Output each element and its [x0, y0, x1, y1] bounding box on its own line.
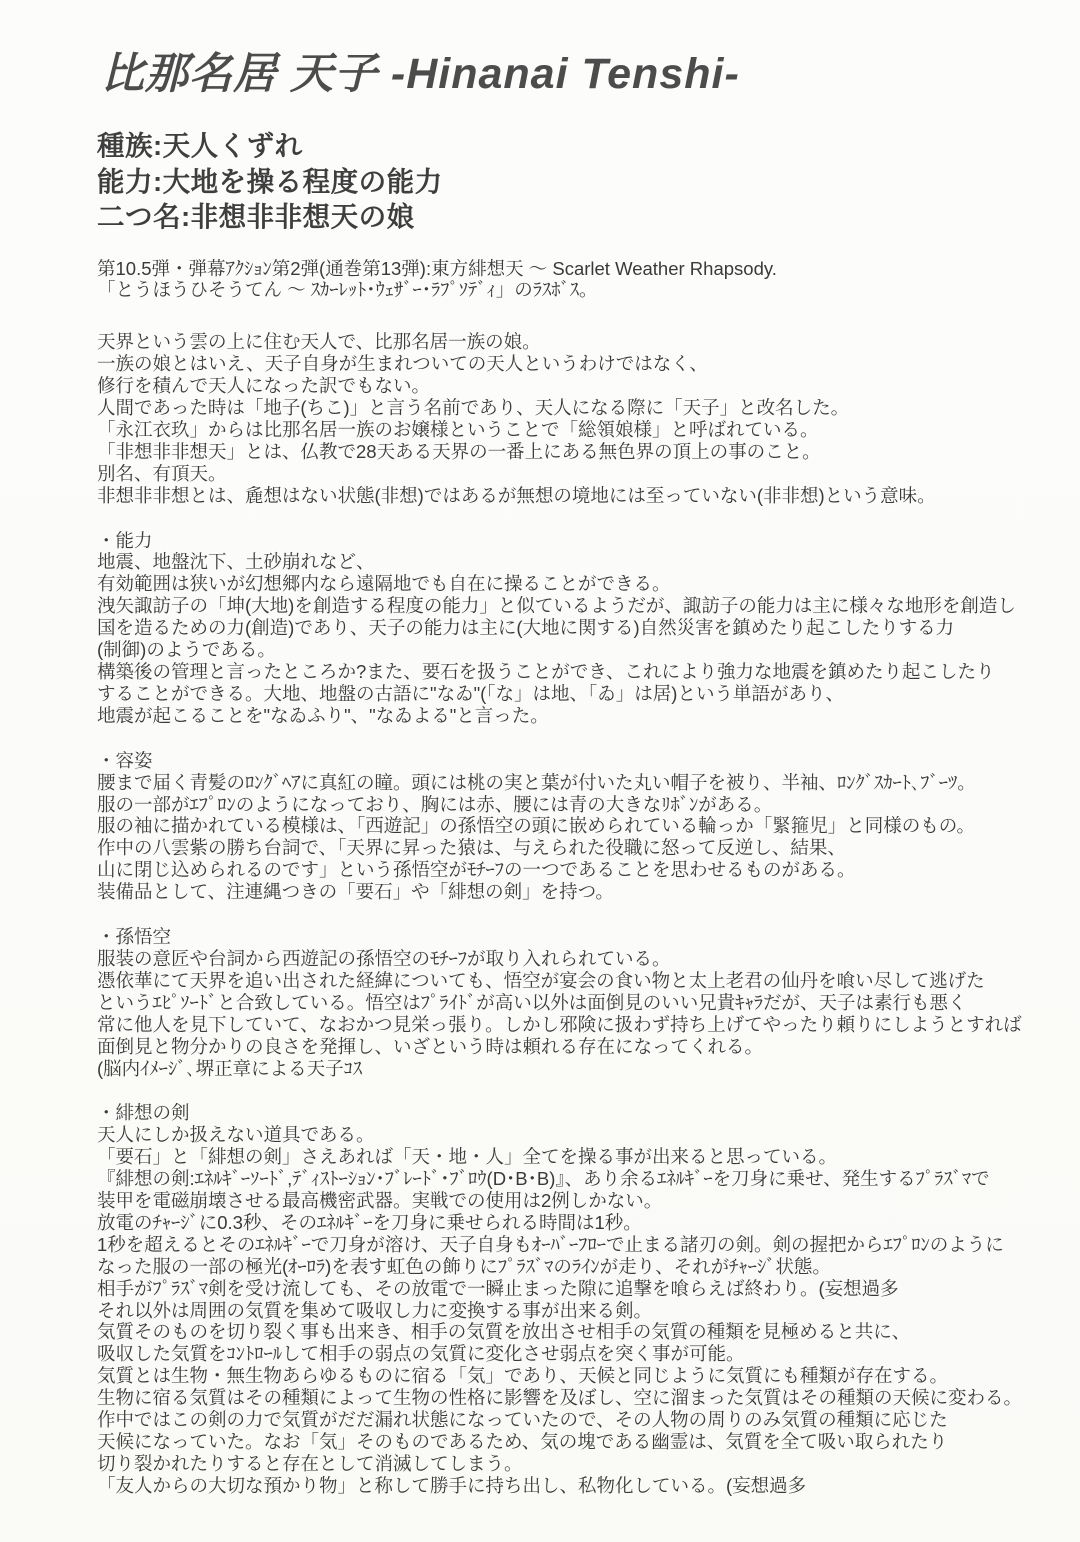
- release-info: [97, 258, 1040, 302]
- text-line: 吸収した気質をｺﾝﾄﾛｰﾙして相手の弱点の気質に変化させ弱点を突く事が可能。: [97, 1343, 745, 1365]
- text-line: 憑依華にて天界を追い出された経緯についても、悟空が宴会の食い物と太上老君の仙丹を喰い尽して逃げた: [97, 969, 985, 991]
- text-line: 人間であった時は「地子(ちこ)」と言う名前であり、天人になる際に「天子」と改名した。: [97, 397, 850, 419]
- text-line: 常に他人を見下していて、なおかつ見栄っ張り。しかし邪険に扱わず持ち上げてやったり頼りにしようとすれば: [97, 1013, 1022, 1035]
- text-line: 別名、有頂天。: [97, 462, 227, 484]
- text-line: 装甲を電磁崩壊させる最高機密武器。実戦での使用は2例しかない。: [97, 1190, 663, 1212]
- text-line: 天界という雲の上に住む天人で、比那名居一族の娘。: [97, 331, 541, 353]
- text-line: 国を造るための力(創造)であり、天子の能力は主に(大地に関する)自然災害を鎮めたり起こしたりする力: [97, 617, 955, 639]
- text-line: 気質そのものを切り裂く事も出来き、相手の気質を放出させ相手の気質の種類を見極めると共に、: [97, 1321, 911, 1343]
- text-line: というｴﾋﾟｿｰﾄﾞと合致している。悟空はﾌﾟﾗｲﾄﾞが高い以外は面倒見のいい兄貴ｷｬﾗだが、天子は素行も悪く: [97, 991, 967, 1013]
- text-line: 山に閉じ込められるのです」という孫悟空がﾓﾁｰﾌの一つであることを思わせるものがある。: [97, 859, 856, 881]
- section-sword-of-hisou: [97, 1102, 1040, 1496]
- text-line: 地震、地盤沈下、土砂崩れなど、: [97, 551, 375, 573]
- section-sun-wukong: [97, 926, 1040, 1079]
- text-line: 有効範囲は狭いが幻想郷内なら遠隔地でも自在に操ることができる。: [97, 573, 671, 595]
- text-line: 服の袖に描かれている模様は、「西遊記」の孫悟空の頭に嵌められている輪っか「緊箍児」と同様のもの。: [97, 815, 976, 837]
- page-title: 比那名居 天子 -Hinanai Tenshi-: [101, 50, 740, 98]
- text-line: 天人にしか扱えない道具である。: [97, 1124, 375, 1146]
- text-line: 「永江衣玖」からは比那名居一族のお嬢様ということで「総領娘様」と呼ばれている。: [97, 418, 819, 440]
- text-line: 生物に宿る気質はその種類によって生物の性格に影響を及ぼし、空に溜まった気質はその種類の天候に変わる。: [97, 1387, 1023, 1409]
- text-line: 地震が起こることを"なゐふり"、"なゐよる"と言った。: [97, 704, 549, 726]
- text-line: ・緋想の剣: [97, 1102, 190, 1124]
- text-line: 修行を積んで天人になった訳でもない。: [97, 375, 431, 397]
- text-line: 非想非非想とは、麁想はない状態(非想)ではあるが無想の境地には至っていない(非非想)という意味。: [97, 484, 936, 506]
- text-line: ・能力: [97, 529, 153, 551]
- text-line: 二つ名:非想非非想天の娘: [97, 201, 415, 232]
- text-line: 「非想非非想天」とは、仏教で28天ある天界の一番上にある無色界の頂上の事のこと。: [97, 440, 821, 462]
- section-appearance: [97, 750, 1040, 903]
- text-line: することができる。大地、地盤の古語に"なゐ"(「な」は地、「ゐ」は居)という単語があり、: [97, 682, 844, 704]
- section-ability: [97, 530, 1040, 727]
- text-line: 一族の娘とはいえ、天子自身が生まれついての天人というわけではなく、: [97, 353, 708, 375]
- text-line: 「とうほうひそうてん ～ ｽｶｰﾚｯﾄ･ｳｪｻﾞｰ･ﾗﾌﾟｿﾃﾞｨ」のﾗｽﾎﾞｽ。: [97, 279, 598, 301]
- text-line: 洩矢諏訪子の「坤(大地)を創造する程度の能力」と似ているようだが、諏訪子の能力は主に様々な地形を創造し: [97, 595, 1016, 617]
- text-line: 放電のﾁｬｰｼﾞに0.3秒、そのｴﾈﾙｷﾞｰを刀身に乗せられる時間は1秒。: [97, 1211, 642, 1233]
- text-line: 第10.5弾・弾幕ｱｸｼｮﾝ第2弾(通巻第13弾):東方緋想天 ～ Scarlet Weather Rhapsody.: [97, 257, 777, 279]
- text-line: 1秒を超えるとそのｴﾈﾙｷﾞｰで刀身が溶け、天子自身もｵｰﾊﾞｰﾌﾛｰで止まる諸刃の剣。剣の握把からｴﾌﾟﾛﾝのように: [97, 1233, 1004, 1255]
- text-line: ・容姿: [97, 749, 153, 771]
- text-line: 「要石」と「緋想の剣」さえあれば「天・地・人」全てを操る事が出来ると思っている。: [97, 1146, 838, 1168]
- text-line: 切り裂かれたりすると存在として消滅してしまう。: [97, 1452, 523, 1474]
- text-line: それ以外は周囲の気質を集めて吸収し力に変換する事が出来る剣。: [97, 1299, 653, 1321]
- text-line: 『緋想の剣:ｴﾈﾙｷﾞｰｿｰﾄﾞ,ﾃﾞｨｽﾄｰｼｮﾝ･ﾌﾞﾚｰﾄﾞ･ﾌﾞﾛｳ(D･B･B)』、あり余るｴﾈﾙｷﾞｰを刀身に乗せ、発生するﾌﾟﾗｽﾞﾏで: [97, 1168, 990, 1190]
- text-line: 装備品として、注連縄つきの「要石」や「緋想の剣」を持つ。: [97, 881, 614, 903]
- text-line: 相手がﾌﾟﾗｽﾞﾏ剣を受け流しても、その放電で一瞬止まった隙に追撃を喰らえば終わり。(妄想過多: [97, 1277, 899, 1299]
- text-line: 服の一部がｴﾌﾟﾛﾝのようになっており、胸には赤、腰には青の大きなﾘﾎﾞﾝがある。: [97, 793, 773, 815]
- text-line: 構築後の管理と言ったところか?また、要石を扱うことができ、これにより強力な地震を鎮めたり起こしたり: [97, 661, 995, 682]
- character-profile: [97, 128, 1040, 235]
- text-line: 「友人からの大切な預かり物」と称して勝手に持ち出し、私物化している。(妄想過多: [97, 1474, 807, 1496]
- text-line: 天候になっていた。なお「気」そのものであるため、気の塊である幽霊は、気質を全て吸い取られたり: [97, 1431, 948, 1452]
- text-line: (制御)のようである。: [97, 639, 276, 661]
- text-line: 服装の意匠や台詞から西遊記の孫悟空のﾓﾁｰﾌが取り入れられている。: [97, 947, 671, 969]
- text-line: 作中ではこの剣の力で気質がだだ漏れ状態になっていたので、その人物の周りのみ気質の種類に応じた: [97, 1409, 948, 1431]
- text-line: 腰まで届く青髪のﾛﾝｸﾞﾍｱに真紅の瞳。頭には桃の実と葉が付いた丸い帽子を被り、半袖、ﾛﾝｸﾞｽｶｰﾄ､ﾌﾞｰﾂ。: [97, 771, 976, 793]
- document-body: [97, 258, 1040, 1497]
- text-line: 能力:大地を操る程度の能力: [97, 165, 443, 197]
- text-line: 作中の八雲紫の勝ち台詞で、「天界に昇った猿は、与えられた役職に怒って反逆し、結果、: [97, 837, 846, 859]
- text-line: なった服の一部の極光(ｵｰﾛﾗ)を表す虹色の飾りにﾌﾟﾗｽﾞﾏのﾗｲﾝが走り、それがﾁｬｰｼﾞ状態。: [97, 1255, 831, 1277]
- text-line: ・孫悟空: [97, 926, 172, 948]
- text-line: 面倒見と物分かりの良さを発揮し、いざという時は頼れる存在になってくれる。: [97, 1035, 764, 1057]
- text-line: 気質とは生物・無生物あらゆるものに宿る「気」であり、天候と同じように気質にも種類が存在する。: [97, 1365, 949, 1387]
- text-line: 種族:天人くずれ: [97, 130, 303, 161]
- background: [97, 331, 1040, 506]
- text-line: (脳内ｲﾒｰｼﾞ､堺正章による天子ｺｽ: [97, 1057, 363, 1079]
